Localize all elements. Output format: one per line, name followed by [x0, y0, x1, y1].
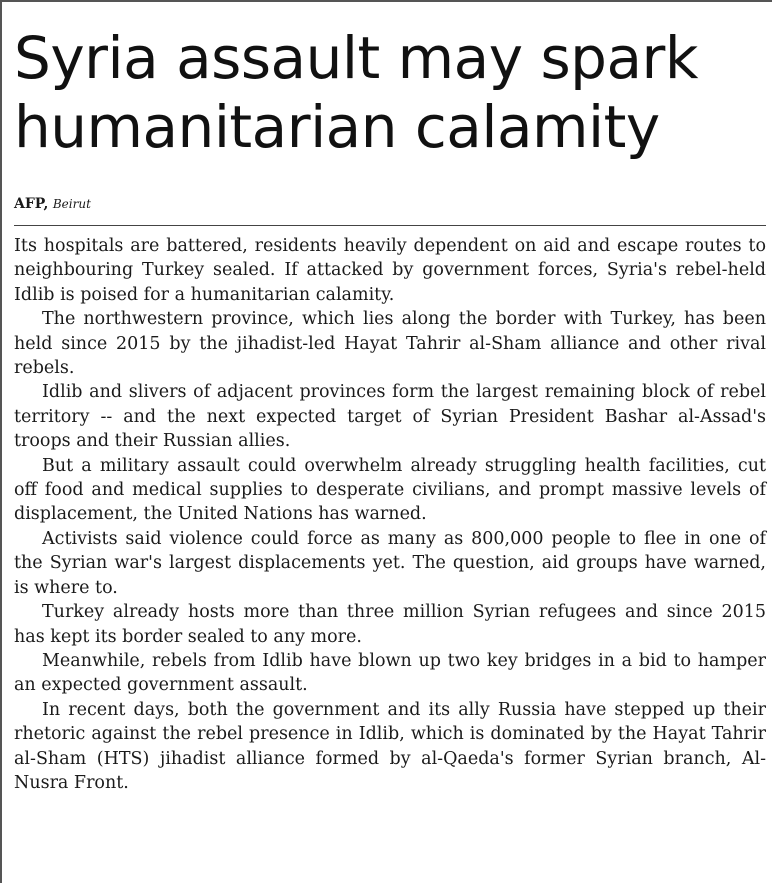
body-paragraph: Meanwhile, rebels from Idlib have blown up two key bridges in a bid to hamper an expected government assault. [14, 650, 766, 696]
left-border-rule [0, 0, 2, 883]
body-paragraph: In recent days, both the government and its ally Russia have stepped up their rhetoric against the rebel presence in Idlib, which is dominated by the Hayat Tahrir al-Sham (HTS) jihadist alliance formed by al-Qaeda's former Syrian branch, Al-Nusra Front. [14, 699, 766, 793]
body-paragraph: Idlib and slivers of adjacent provinces form the largest remaining block of rebel territory -- and the next expected target of Syrian President Bashar al-Assad's troops and their Russian allies. [14, 382, 766, 452]
body-paragraph: Its hospitals are battered, residents heavily dependent on aid and escape routes to neighbouring Turkey sealed. If attacked by government forces, Syria's rebel-held Idlib is poised for a humanitarian calamity. [14, 236, 766, 305]
body-paragraph: The northwestern province, which lies along the border with Turkey, has been held since 2015 by the jihadist-led Hayat Tahrir al-Sham alliance and other rival rebels. [14, 309, 766, 379]
body-paragraph: Activists said violence could force as many as 800,000 people to flee in one of the Syrian war's largest displacements yet. The question, aid groups have warned, is where to. [14, 528, 766, 598]
body-paragraph: Turkey already hosts more than three million Syrian refugees and since 2015 has kept its border sealed to any more. [14, 602, 766, 647]
article-body [14, 234, 766, 795]
byline-agency: AFP, [14, 196, 49, 212]
byline [14, 195, 91, 213]
article-headline [14, 24, 766, 162]
byline-place: Beirut [52, 197, 91, 211]
byline-divider [14, 225, 766, 226]
body-paragraph: But a military assault could overwhelm already struggling health facilities, cut off food and medical supplies to desperate civilians, and prompt massive levels of displacement, the United Nations has warned. [14, 455, 766, 525]
headline-line-2: humanitarian calamity [14, 93, 660, 161]
top-border-rule [0, 0, 772, 2]
headline-line-1: Syria assault may spark [14, 24, 698, 92]
